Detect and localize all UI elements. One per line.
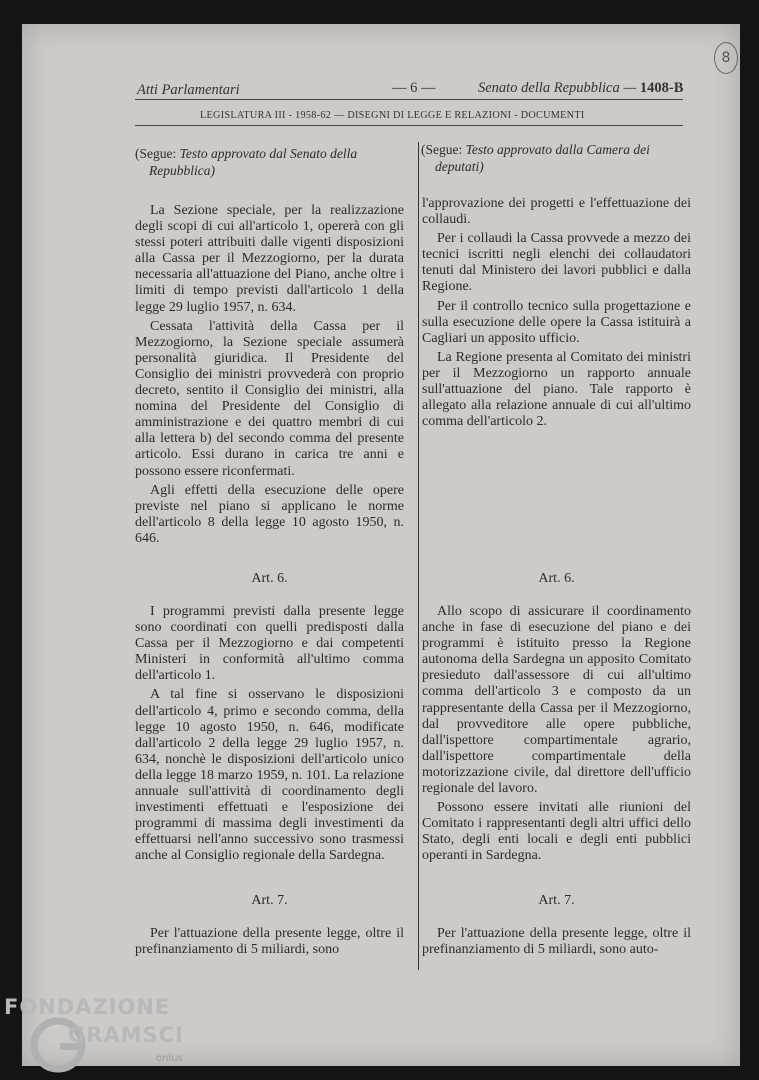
left-segue-prefix: (Segue: (135, 146, 177, 161)
header-left: Atti Parlamentari (137, 82, 240, 98)
right-art7-label: Art. 7. (538, 893, 575, 908)
header-rule (135, 99, 683, 100)
paragraph: Possono essere invitati alle riunioni del Comitato i rappresentanti degli altri uffici dello Stato, degli enti locali e degli enti pubblici operanti in Sardegna. (422, 800, 691, 864)
left-art6-label: Art. 6. (251, 571, 288, 586)
subheader-rule (135, 125, 683, 126)
left-art7-label: Art. 7. (251, 893, 288, 908)
paragraph: Per l'attuazione della presente legge, oltre il prefinanziamento di 5 miliardi, sono (135, 926, 404, 958)
right-intro (422, 196, 691, 433)
fondazione-gramsci-logo (4, 995, 204, 1080)
right-segue-prefix: (Segue: (421, 142, 463, 157)
right-segue (421, 141, 697, 175)
left-intro (135, 203, 404, 550)
paragraph: A tal fine si osservano le disposizioni dell'articolo 4, primo e secondo comma, della legge 10 agosto 1950, n. 646, modificate dall'articolo 2 della legge 29 luglio 1957, n. 634, nonchè le disposizioni dell'articolo unico della legge 18 marzo 1959, n. 101. La relazione annuale sull'attività di coordinamento degli investimenti effettuati e l'esposizione dei programmi di massima degli investimenti da effettuarsi nell'anno successivo sono trasmessi anche al Consiglio regionale della Sardegna. (135, 687, 404, 864)
paragraph: I programmi previsti dalla presente legge sono coordinati con quelli predisposti dalla Cassa per il Mezzogiorno e dai competenti Ministeri in conformità all'ultimo comma dell'articolo 1. (135, 604, 404, 684)
paragraph: Per il controllo tecnico sulla progettazione e sulla esecuzione delle opere la Cassa istituirà a Cagliari un apposito ufficio. (422, 298, 691, 346)
header-right-text: Senato della Repubblica — (478, 80, 637, 96)
paragraph: l'approvazione dei progetti e l'effettuazione dei collaudi. (422, 196, 691, 228)
paragraph: Cessata l'attività della Cassa per il Mezzogiorno, la Sezione speciale assumerà personalità giuridica. Il Presidente del Consiglio dei ministri provvederà con proprio decreto, sentito il Consiglio dei ministri, alla nomina del Presidente del Consiglio di amministrazione e dei quattro membri di cui alla lettera b) del secondo comma del presente articolo. Essi durano in carica tre anni e possono essere riconfermati. (135, 318, 404, 479)
right-art6 (422, 604, 691, 868)
logo-suffix: onlus (156, 1053, 183, 1064)
right-segue-line2: deputati) (435, 159, 484, 174)
paragraph: La Regione presenta al Comitato dei ministri per il Mezzogiorno un rapporto annuale sull'attuazione del piano. Tale rapporto è allegato alla relazione annuale di cui all'ultimo comma dell'articolo 2. (422, 349, 691, 430)
left-segue-italic: Testo approvato dal Senato della (179, 146, 358, 161)
logo-line2: GRAMSCI (68, 1023, 184, 1047)
right-segue-italic: Testo approvato dalla Camera dei (465, 142, 650, 157)
document-number: 1408-B (639, 80, 684, 96)
page-number: — 6 — (392, 80, 436, 96)
header-right (478, 80, 683, 97)
left-art7 (135, 926, 404, 961)
document-page (22, 24, 740, 1066)
paragraph: Per l'attuazione della presente legge, oltre il prefinanziamento di 5 miliardi, sono auto- (422, 926, 691, 958)
left-segue-line2: Repubblica) (149, 163, 215, 178)
margin-note: 8 (714, 42, 738, 74)
right-art6-label: Art. 6. (538, 571, 575, 586)
left-segue (135, 145, 405, 179)
paragraph: Allo scopo di assicurare il coordinamento anche in fase di esecuzione del piano e dei programmi è istituito presso la Regione autonoma della Sardegna un apposito Comitato presieduto dall'assessore di cui all'ultimo comma dell'articolo 3 e composto da un rappresentante della Cassa per il Mezzogiorno, dal provveditore alle opere pubbliche, dall'ispettore compartimentale agrario, dall'ispettore compartimentale della motorizzazione civile, dal direttore dell'ufficio regionale del lavoro. (422, 604, 691, 797)
paragraph: Per i collaudi la Cassa provvede a mezzo dei tecnici iscritti negli elenchi dei collaudatori tenuti dal Ministero dei lavori pubblici e dalla Regione. (422, 231, 691, 295)
paragraph: La Sezione speciale, per la realizzazione degli scopi di cui all'articolo 1, opererà con gli stessi poteri attribuiti dalle vigenti disposizioni alla Cassa per il Mezzogiorno, per la durata necessaria all'attuazione del Piano, anche oltre i limiti di tempo previsti dall'articolo 1 della legge 29 luglio 1957, n. 634. (135, 203, 404, 315)
column-divider (418, 142, 419, 970)
subheader: LEGISLATURA III - 1958-62 — DISEGNI DI LEGGE E RELAZIONI - DOCUMENTI (200, 110, 585, 121)
right-art7 (422, 926, 691, 961)
left-art6 (135, 604, 404, 868)
logo-line1: FONDAZIONE (4, 995, 171, 1019)
paragraph: Agli effetti della esecuzione delle opere previste nel piano si applicano le norme dell'articolo 8 della legge 10 agosto 1950, n. 646. (135, 482, 404, 546)
